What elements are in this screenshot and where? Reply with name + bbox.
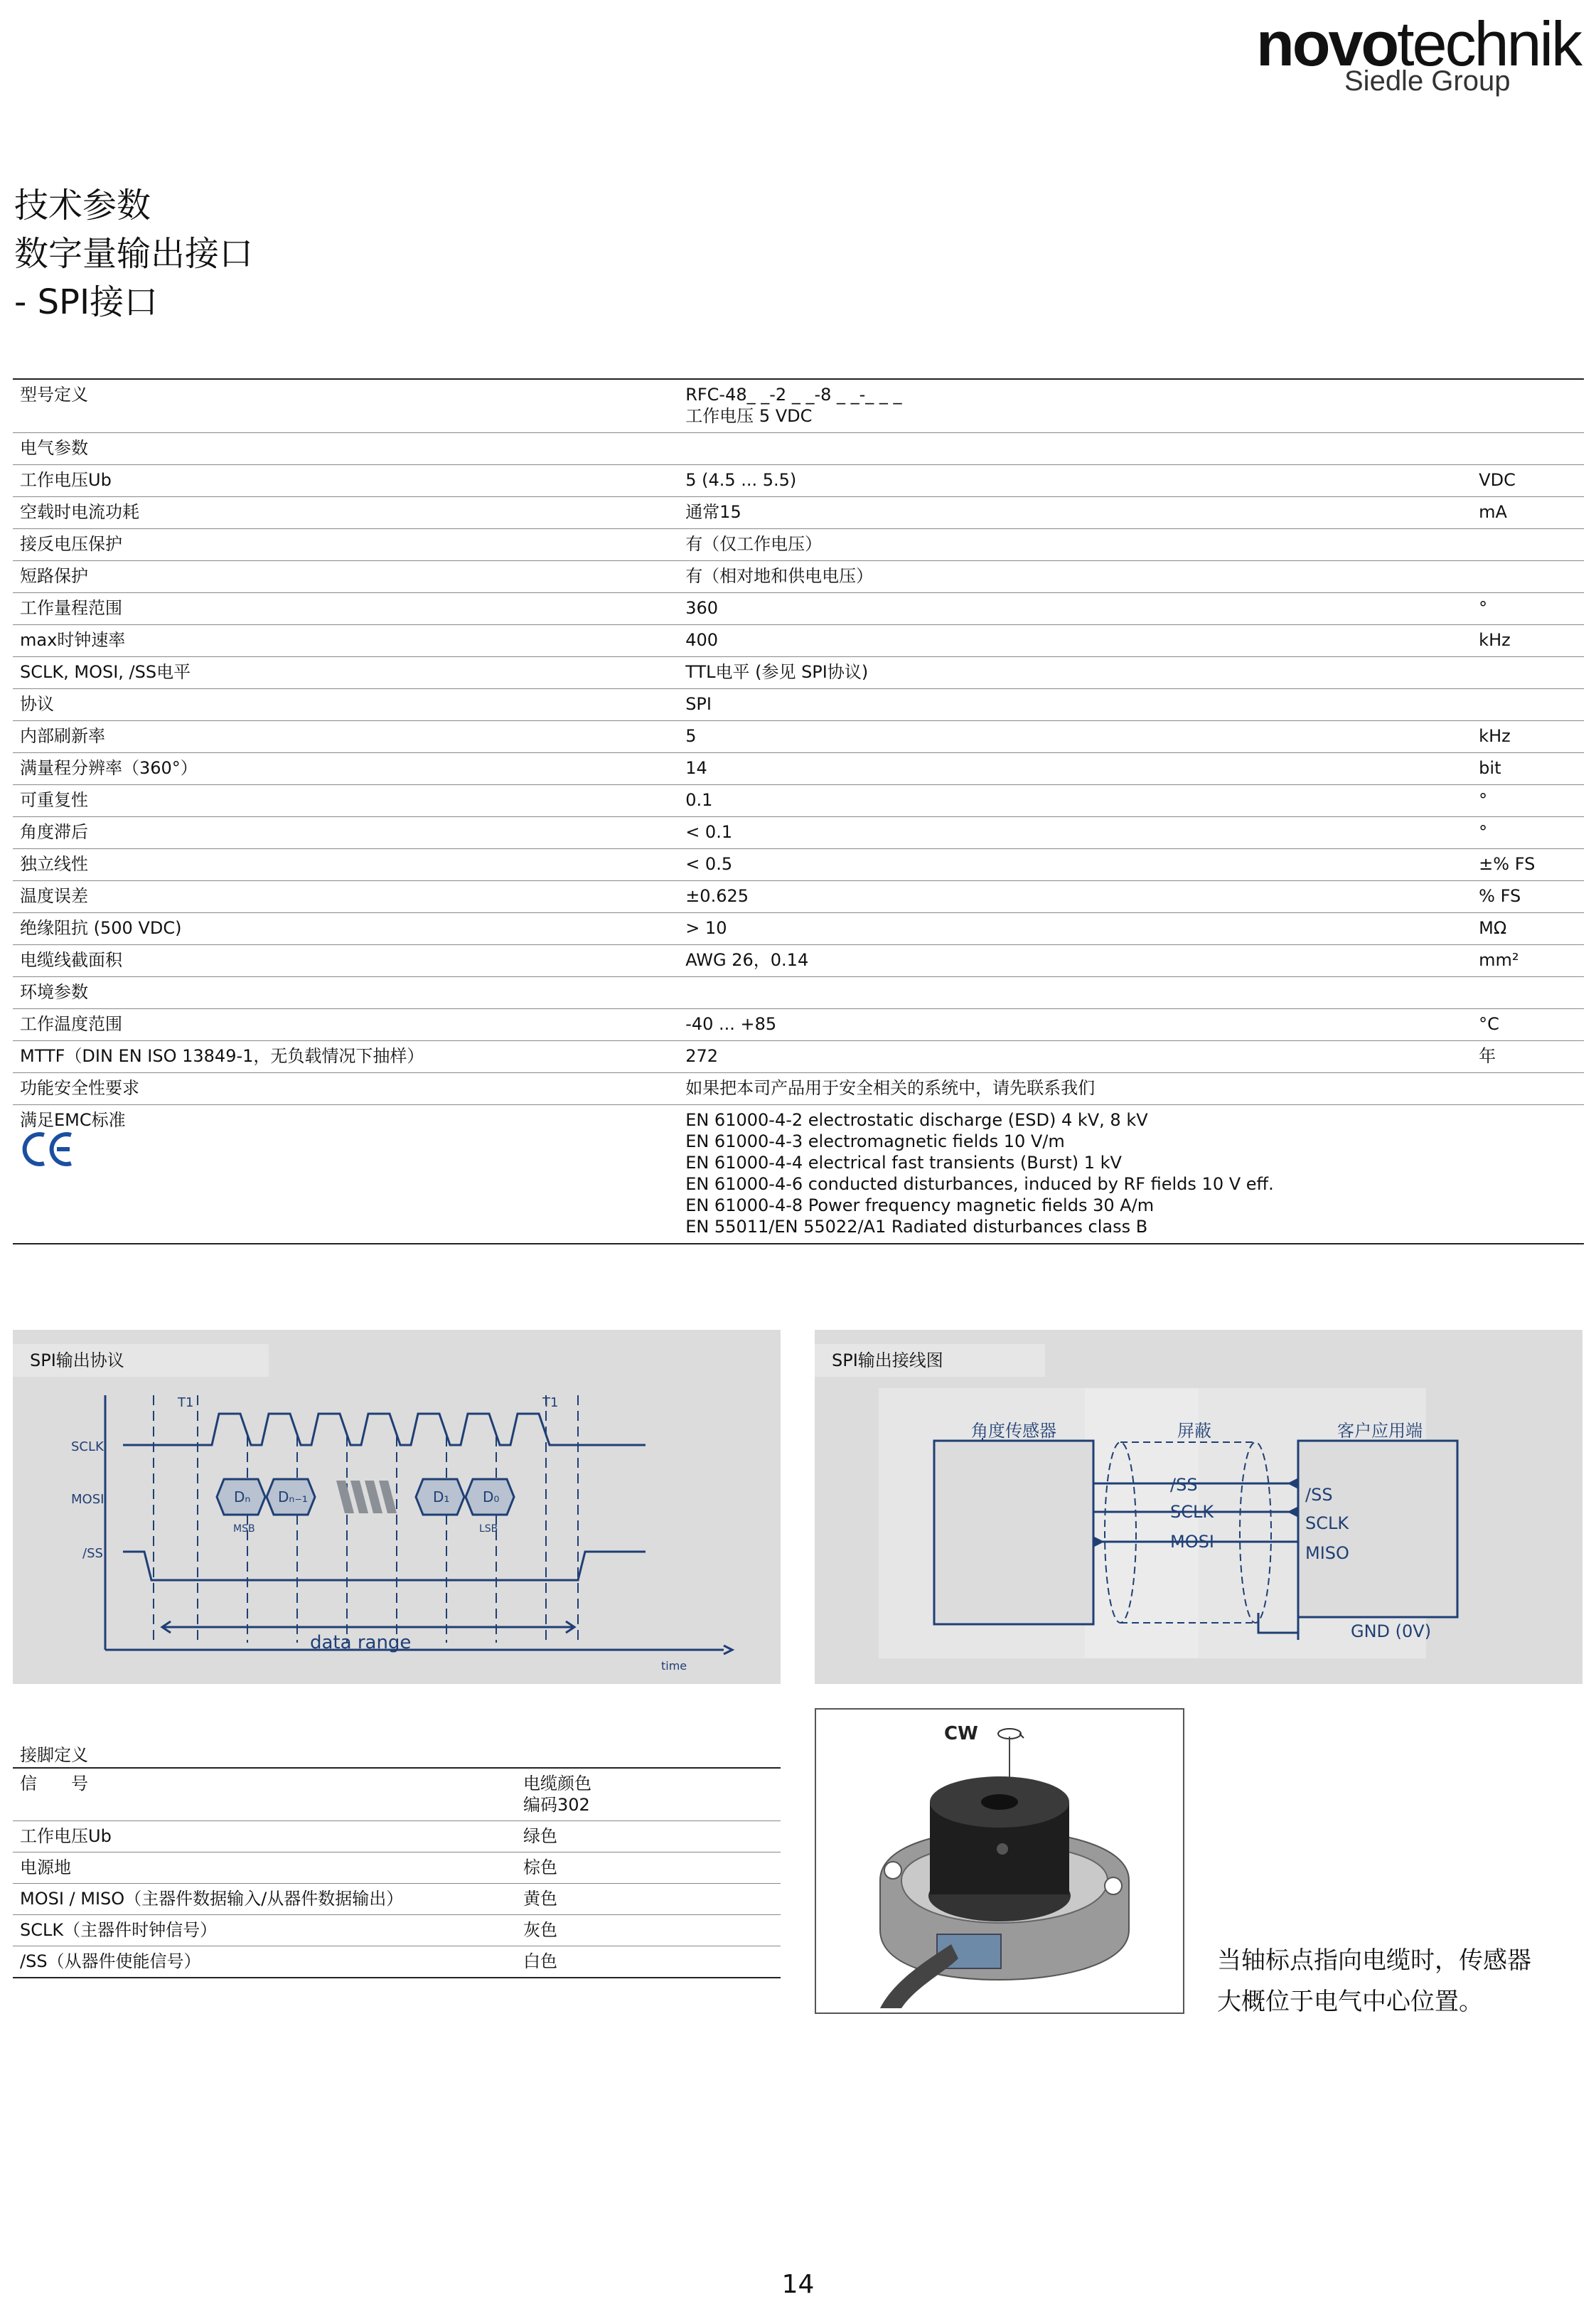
spec-label: 绝缘阻抗 (500 VDC) <box>13 913 678 945</box>
spec-unit: % FS <box>1472 881 1584 913</box>
spec-value: 5 (4.5 ... 5.5) <box>678 465 1472 497</box>
pin-signal: 工作电压Ub <box>13 1821 516 1852</box>
pin-row <box>13 1852 781 1884</box>
spec-value: ±0.625 <box>678 881 1472 913</box>
time-label: time <box>661 1659 687 1673</box>
spec-value: 5 <box>678 721 1472 753</box>
spec-value: > 10 <box>678 913 1472 945</box>
title-line-2: 数字量输出接口 <box>14 234 254 274</box>
panel-title: SPI输出接线图 <box>815 1344 1045 1377</box>
spec-value: -40 ... +85 <box>678 1009 1472 1041</box>
sensor-photo-image <box>816 1710 1183 2013</box>
dn-label: Dₙ <box>234 1488 251 1505</box>
pin-header-color: 电缆颜色 编码302 <box>516 1768 781 1821</box>
spec-row <box>13 721 1584 753</box>
spec-row <box>13 497 1584 529</box>
mosi-label: MOSI <box>71 1492 105 1507</box>
spec-label: 接反电压保护 <box>13 529 678 561</box>
sensor-label: 角度传感器 <box>971 1421 1056 1441</box>
emc-standard-line: EN 55011/EN 55022/A1 Radiated disturbances class B <box>685 1217 1148 1237</box>
ce-mark-icon <box>20 1131 77 1168</box>
spec-row <box>13 849 1584 881</box>
spec-label: MTTF（DIN EN ISO 13849-1，无负载情况下抽样） <box>13 1041 678 1073</box>
spec-unit: ° <box>1472 593 1584 625</box>
pin-row <box>13 1915 781 1946</box>
spec-row <box>13 817 1584 849</box>
spec-label: 满足EMC标准 <box>13 1105 678 1244</box>
d0-label: D₀ <box>483 1488 500 1505</box>
page-title <box>14 181 253 326</box>
spec-unit <box>1472 561 1584 593</box>
spec-unit <box>1472 529 1584 561</box>
spi-timing-diagram <box>13 1330 781 1684</box>
spec-value: 14 <box>678 753 1472 785</box>
t1-label-right: T1 <box>542 1395 559 1410</box>
client-label: 客户应用端 <box>1337 1421 1423 1441</box>
pin-row <box>13 1946 781 1978</box>
client-miso-label: MISO <box>1305 1543 1349 1563</box>
spec-row <box>13 945 1584 977</box>
pin-row <box>13 1884 781 1915</box>
section-header: 环境参数 <box>13 977 1584 1009</box>
spec-row <box>13 1041 1584 1073</box>
pin-color: 棕色 <box>516 1852 781 1884</box>
spec-value: 如果把本司产品用于安全相关的系统中，请先联系我们 <box>678 1073 1472 1105</box>
pin-signal: MOSI / MISO（主器件数据输入/从器件数据输出） <box>13 1884 516 1915</box>
spec-unit: kHz <box>1472 721 1584 753</box>
spec-unit: mm² <box>1472 945 1584 977</box>
spec-value: 360 <box>678 593 1472 625</box>
spi-wiring-panel <box>815 1330 1582 1684</box>
spi-protocol-panel <box>13 1330 781 1684</box>
spec-table <box>13 378 1584 1244</box>
spec-unit: ° <box>1472 785 1584 817</box>
emc-standard-line: EN 61000-4-8 Power frequency magnetic fields 30 A/m <box>685 1195 1155 1215</box>
spec-label: 工作电压Ub <box>13 465 678 497</box>
d1-label: D₁ <box>433 1488 450 1505</box>
spec-label: 温度误差 <box>13 881 678 913</box>
spec-label: SCLK, MOSI, /SS电平 <box>13 657 678 689</box>
t1-label-left: T1 <box>178 1395 194 1410</box>
spec-label: 空载时电流功耗 <box>13 497 678 529</box>
title-line-1: 技术参数 <box>14 186 151 225</box>
spi-wiring-diagram <box>815 1330 1582 1684</box>
spec-row <box>13 785 1584 817</box>
spec-label: 协议 <box>13 689 678 721</box>
spec-unit <box>1472 689 1584 721</box>
data-range-label: data range <box>310 1632 412 1653</box>
pin-header-row <box>13 1768 781 1821</box>
spec-value: 有（相对地和供电电压） <box>678 561 1472 593</box>
panel-title: SPI输出协议 <box>13 1344 269 1377</box>
sclk-label: SCLK <box>71 1439 104 1454</box>
spec-row <box>13 465 1584 497</box>
spec-row-emc <box>13 1105 1584 1244</box>
spec-value: < 0.5 <box>678 849 1472 881</box>
spec-label: 满量程分辨率（360°） <box>13 753 678 785</box>
pin-signal: SCLK（主器件时钟信号） <box>13 1915 516 1946</box>
pin-color: 黄色 <box>516 1884 781 1915</box>
spec-row <box>13 1009 1584 1041</box>
spec-value: 400 <box>678 625 1472 657</box>
spec-label: 型号定义 <box>13 379 678 433</box>
brand-logo <box>1211 0 1580 107</box>
cw-label: CW <box>944 1723 978 1744</box>
brand-wordmark: novotechnik <box>1255 9 1580 79</box>
spec-value: SPI <box>678 689 1472 721</box>
spec-label: 短路保护 <box>13 561 678 593</box>
spec-unit: ±% FS <box>1472 849 1584 881</box>
pin-row <box>13 1821 781 1852</box>
pin-color: 白色 <box>516 1946 781 1978</box>
spec-row <box>13 689 1584 721</box>
spec-label: max时钟速率 <box>13 625 678 657</box>
page-number: 14 <box>781 2270 815 2299</box>
spec-row <box>13 881 1584 913</box>
emc-standard-line: EN 61000-4-2 electrostatic discharge (ESD) 4 kV, 8 kV <box>685 1110 1148 1130</box>
spec-value: AWG 26，0.14 <box>678 945 1472 977</box>
ss-label: /SS <box>82 1546 103 1561</box>
spec-row <box>13 1073 1584 1105</box>
pin-color: 绿色 <box>516 1821 781 1852</box>
wire-ss-label: /SS <box>1170 1475 1198 1495</box>
brand-subtitle: Siedle Group <box>1344 65 1511 97</box>
spec-label: 独立线性 <box>13 849 678 881</box>
spec-unit <box>1472 657 1584 689</box>
spec-unit: kHz <box>1472 625 1584 657</box>
lsb-label: LSB <box>479 1523 498 1535</box>
spec-value: RFC-48_ _-2 _ _-8 _ _-_ _ _ 工作电压 5 VDC <box>678 379 1472 433</box>
spec-value: < 0.1 <box>678 817 1472 849</box>
spec-unit: 年 <box>1472 1041 1584 1073</box>
spec-unit: VDC <box>1472 465 1584 497</box>
data-gap-hatch <box>336 1481 397 1513</box>
title-line-3: - SPI接口 <box>14 282 159 322</box>
orientation-caption: 当轴标点指向电缆时，传感器 大概位于电气中心位置。 <box>1217 1946 1531 2016</box>
shield-label: 屏蔽 <box>1177 1421 1211 1441</box>
spec-label: 角度滞后 <box>13 817 678 849</box>
emc-standard-line: EN 61000-4-6 conducted disturbances, induced by RF fields 10 V eff. <box>685 1174 1274 1194</box>
spec-unit: ° <box>1472 817 1584 849</box>
pin-signal: 电源地 <box>13 1852 516 1884</box>
spec-label: 电缆线截面积 <box>13 945 678 977</box>
spec-label: 内部刷新率 <box>13 721 678 753</box>
emc-standard-line: EN 61000-4-4 electrical fast transients (Burst) 1 kV <box>685 1153 1122 1173</box>
spec-value: 有（仅工作电压） <box>678 529 1472 561</box>
pin-header-signal: 信 号 <box>13 1768 516 1821</box>
pin-table <box>13 1767 781 1978</box>
sensor-box <box>934 1441 1093 1624</box>
spec-unit <box>1472 1073 1584 1105</box>
emc-standard-line: EN 61000-4-3 electromagnetic fields 10 V/m <box>685 1131 1065 1151</box>
spec-unit: °C <box>1472 1009 1584 1041</box>
sensor-photo <box>815 1708 1184 2014</box>
spec-row <box>13 529 1584 561</box>
spec-section-elec <box>13 433 1584 465</box>
msb-label: MSB <box>233 1523 255 1535</box>
client-sclk-label: SCLK <box>1305 1513 1349 1533</box>
spec-unit: MΩ <box>1472 913 1584 945</box>
gnd-label: GND (0V) <box>1351 1621 1432 1641</box>
wire-sclk-label: SCLK <box>1170 1502 1214 1522</box>
spec-row <box>13 913 1584 945</box>
spec-unit: bit <box>1472 753 1584 785</box>
client-ss-label: /SS <box>1305 1485 1333 1505</box>
emc-standards <box>678 1105 1472 1244</box>
pin-color: 灰色 <box>516 1915 781 1946</box>
spec-value: TTL电平 (参见 SPI协议) <box>678 657 1472 689</box>
spec-value: 通常15 <box>678 497 1472 529</box>
spec-unit: mA <box>1472 497 1584 529</box>
dn1-label: Dₙ₋₁ <box>278 1488 308 1505</box>
spec-value: 0.1 <box>678 785 1472 817</box>
spec-row <box>13 593 1584 625</box>
section-header: 电气参数 <box>13 433 1584 465</box>
spec-label: 功能安全性要求 <box>13 1073 678 1105</box>
spec-row-model <box>13 379 1584 433</box>
wire-mosi-label: MOSI <box>1170 1532 1214 1552</box>
spec-row <box>13 625 1584 657</box>
pin-signal: /SS（从器件使能信号） <box>13 1946 516 1978</box>
spec-row <box>13 561 1584 593</box>
spec-section-env <box>13 977 1584 1009</box>
spec-label: 工作温度范围 <box>13 1009 678 1041</box>
spec-row <box>13 657 1584 689</box>
spec-label: 工作量程范围 <box>13 593 678 625</box>
spec-value: 272 <box>678 1041 1472 1073</box>
pins-title: 接脚定义 <box>20 1745 88 1765</box>
spec-label: 可重复性 <box>13 785 678 817</box>
spec-row <box>13 753 1584 785</box>
